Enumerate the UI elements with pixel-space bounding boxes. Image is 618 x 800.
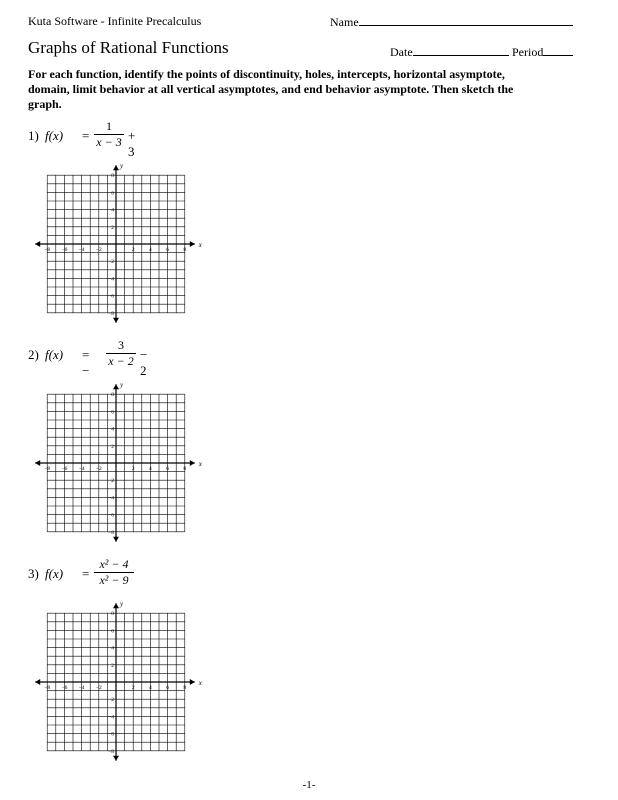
x-axis-arrow-left — [35, 460, 40, 466]
y-tick-label: −8 — [108, 748, 114, 755]
y-tick-label: 4 — [111, 426, 114, 433]
x-axis-arrow-right — [190, 460, 195, 466]
x-tick-label: −6 — [61, 466, 68, 473]
name-field[interactable] — [330, 14, 573, 30]
x-tick-label: −8 — [44, 466, 51, 473]
constant-term: − 2 — [140, 347, 148, 378]
x-tick-label: −4 — [78, 685, 85, 692]
date-label: Date — [390, 45, 413, 59]
y-axis-arrow-down — [113, 537, 119, 542]
x-tick-label: −2 — [95, 466, 102, 473]
y-tick-label: −2 — [108, 259, 114, 266]
x-tick-label: −6 — [61, 247, 68, 254]
y-tick-label: 8 — [111, 173, 114, 180]
denominator: x − 2 — [108, 354, 134, 368]
function-name: f(x) — [45, 128, 64, 143]
x-tick-label: 8 — [183, 466, 187, 473]
y-tick-label: 2 — [111, 662, 114, 669]
x-tick-label: 4 — [149, 685, 152, 692]
name-label: Name — [330, 15, 359, 29]
x-tick-label: −2 — [95, 685, 102, 692]
x-tick-label: −4 — [78, 247, 85, 254]
graph-grid-1[interactable] — [30, 156, 210, 326]
x-axis-label: x — [198, 241, 202, 249]
denominator: x² − 9 — [99, 573, 129, 587]
y-axis-arrow-up — [113, 384, 119, 389]
x-axis-arrow-right — [190, 241, 195, 247]
y-tick-label: −6 — [108, 293, 114, 300]
x-tick-label: 6 — [166, 466, 169, 473]
page-number: -1- — [302, 779, 316, 791]
x-tick-label: −2 — [95, 247, 102, 254]
constant-term: + 3 — [128, 128, 136, 159]
y-tick-label: 2 — [111, 224, 114, 231]
x-tick-label: −8 — [44, 685, 51, 692]
fraction — [94, 120, 124, 149]
x-axis-arrow-right — [190, 679, 195, 685]
y-tick-label: 6 — [111, 628, 114, 635]
graph-grid-3[interactable] — [30, 594, 210, 764]
function-name: f(x) — [45, 347, 64, 362]
numerator: x² − 4 — [94, 558, 134, 573]
problem-number: 2) — [28, 347, 39, 362]
x-tick-label: 4 — [149, 466, 152, 473]
x-tick-label: −6 — [61, 685, 68, 692]
y-tick-label: −6 — [108, 512, 114, 519]
y-tick-label: 4 — [111, 207, 114, 214]
y-tick-label: −8 — [108, 310, 114, 317]
x-tick-label: 4 — [149, 247, 152, 254]
period-label: Period — [512, 45, 544, 59]
y-axis-arrow-down — [113, 318, 119, 323]
problem-number: 3) — [28, 566, 39, 581]
y-tick-label: −4 — [108, 276, 114, 283]
x-axis-label: x — [198, 460, 202, 468]
x-axis-label: x — [198, 679, 202, 687]
x-axis-arrow-left — [35, 241, 40, 247]
date-field[interactable] — [390, 44, 509, 60]
y-tick-label: 6 — [111, 409, 114, 416]
graph-grid-2[interactable] — [30, 375, 210, 545]
fraction — [106, 339, 136, 368]
denominator: x − 3 — [96, 135, 122, 149]
software-label: Kuta Software - Infinite Precalculus — [28, 14, 202, 28]
problem-number: 1) — [28, 128, 39, 143]
y-axis-arrow-up — [113, 603, 119, 608]
numerator: 1 — [94, 120, 124, 135]
y-tick-label: −2 — [108, 697, 114, 704]
y-axis-arrow-down — [113, 756, 119, 761]
y-tick-label: 4 — [111, 645, 114, 652]
x-tick-label: 8 — [183, 685, 187, 692]
period-line — [543, 44, 573, 56]
y-tick-label: 2 — [111, 443, 114, 450]
x-tick-label: 2 — [131, 466, 135, 473]
x-tick-label: 6 — [166, 685, 169, 692]
y-tick-label: 8 — [111, 611, 114, 618]
y-tick-label: 8 — [111, 392, 114, 399]
y-tick-label: −2 — [108, 478, 114, 485]
y-tick-label: −6 — [108, 731, 114, 738]
y-tick-label: 6 — [111, 190, 114, 197]
name-line — [359, 14, 573, 26]
x-tick-label: 2 — [131, 247, 135, 254]
x-tick-label: −8 — [44, 247, 51, 254]
period-field[interactable] — [512, 44, 573, 60]
fraction — [94, 558, 134, 587]
equals-sign: = — [82, 128, 90, 143]
x-tick-label: 6 — [166, 247, 169, 254]
x-tick-label: 8 — [183, 247, 187, 254]
x-axis-arrow-left — [35, 679, 40, 685]
y-axis-label: y — [120, 162, 124, 171]
function-name: f(x) — [45, 566, 64, 581]
equals-sign: = — [82, 566, 90, 581]
y-axis-label: y — [120, 381, 124, 390]
numerator: 3 — [106, 339, 136, 354]
y-axis-arrow-up — [113, 165, 119, 170]
y-tick-label: −4 — [108, 495, 114, 502]
worksheet-title: Graphs of Rational Functions — [28, 38, 229, 57]
equals-sign: = − — [82, 347, 90, 378]
instructions: For each function, identify the points of discontinuity, holes, intercepts, horizontal asymptote, domain, limit behavior at all vertical asymptotes, and end behavior asymptote. Then sketch the graph. — [28, 67, 514, 111]
date-line — [413, 44, 509, 56]
y-tick-label: −4 — [108, 714, 114, 721]
y-axis-label: y — [120, 600, 124, 609]
x-tick-label: 2 — [131, 685, 135, 692]
x-tick-label: −4 — [78, 466, 85, 473]
y-tick-label: −8 — [108, 529, 114, 536]
